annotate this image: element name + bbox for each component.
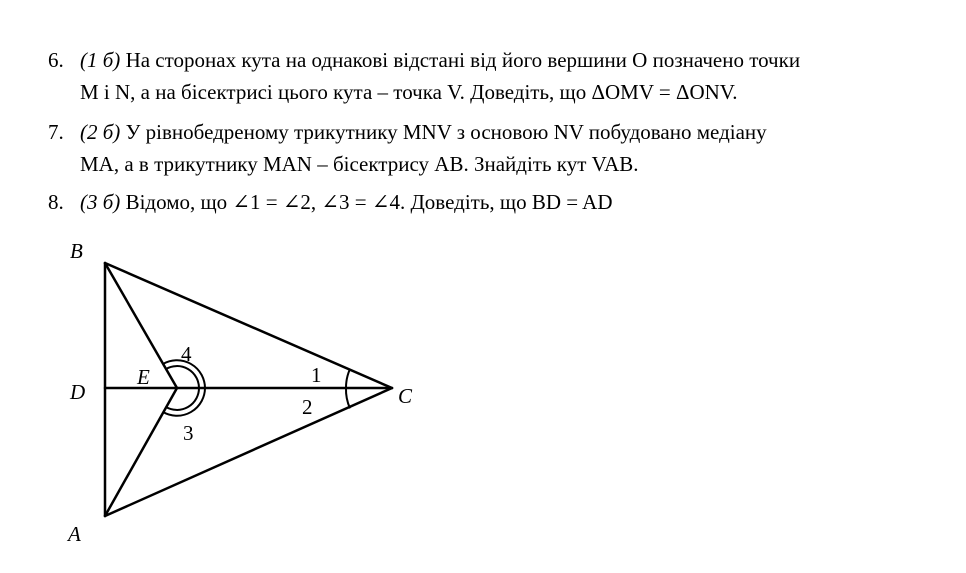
problem-8 <box>48 186 908 218</box>
problem-6 <box>48 44 908 108</box>
problem-text-line1: У рівнобедреному трикутнику MNV з основою NV побудовано медіану <box>125 120 767 144</box>
point-label-C: C <box>398 384 413 408</box>
angle-1-arc <box>346 370 350 388</box>
problem-number: 6. <box>48 48 64 72</box>
point-label-E: E <box>137 365 150 389</box>
problem-text-line2: M і N, а на бісектрисі цього кута – точка V. Доведіть, що ΔOMV = ΔONV. <box>80 80 738 104</box>
problem-text-line1: Відомо, що ∠1 = ∠2, ∠3 = ∠4. Доведіть, що BD = AD <box>125 190 613 214</box>
angle-label-4: 4 <box>181 342 192 366</box>
angle-label-3: 3 <box>183 421 194 445</box>
problem-number: 7. <box>48 120 64 144</box>
angle-label-1: 1 <box>311 363 322 387</box>
angle-label-2: 2 <box>302 395 313 419</box>
problem-points: (2 б) <box>80 120 121 144</box>
problem-number: 8. <box>48 190 64 214</box>
geometry-figure <box>60 228 440 558</box>
problem-body <box>80 44 908 108</box>
problem-body <box>80 116 908 180</box>
problem-7 <box>48 116 908 180</box>
angle-2-arc <box>346 388 350 408</box>
problem-text-line2: MA, а в трикутнику MAN – бісектрису AB. Знайдіть кут VAB. <box>80 152 639 176</box>
problem-body <box>80 186 908 218</box>
figure-svg <box>60 228 440 558</box>
problem-points: (3 б) <box>80 190 121 214</box>
problem-points: (1 б) <box>80 48 121 72</box>
problem-text-line1: На сторонах кута на однакові відстані від його вершини O позначено точки <box>125 48 801 72</box>
point-label-D: D <box>70 380 86 404</box>
point-label-A: A <box>68 522 81 546</box>
point-label-B: B <box>70 239 83 263</box>
